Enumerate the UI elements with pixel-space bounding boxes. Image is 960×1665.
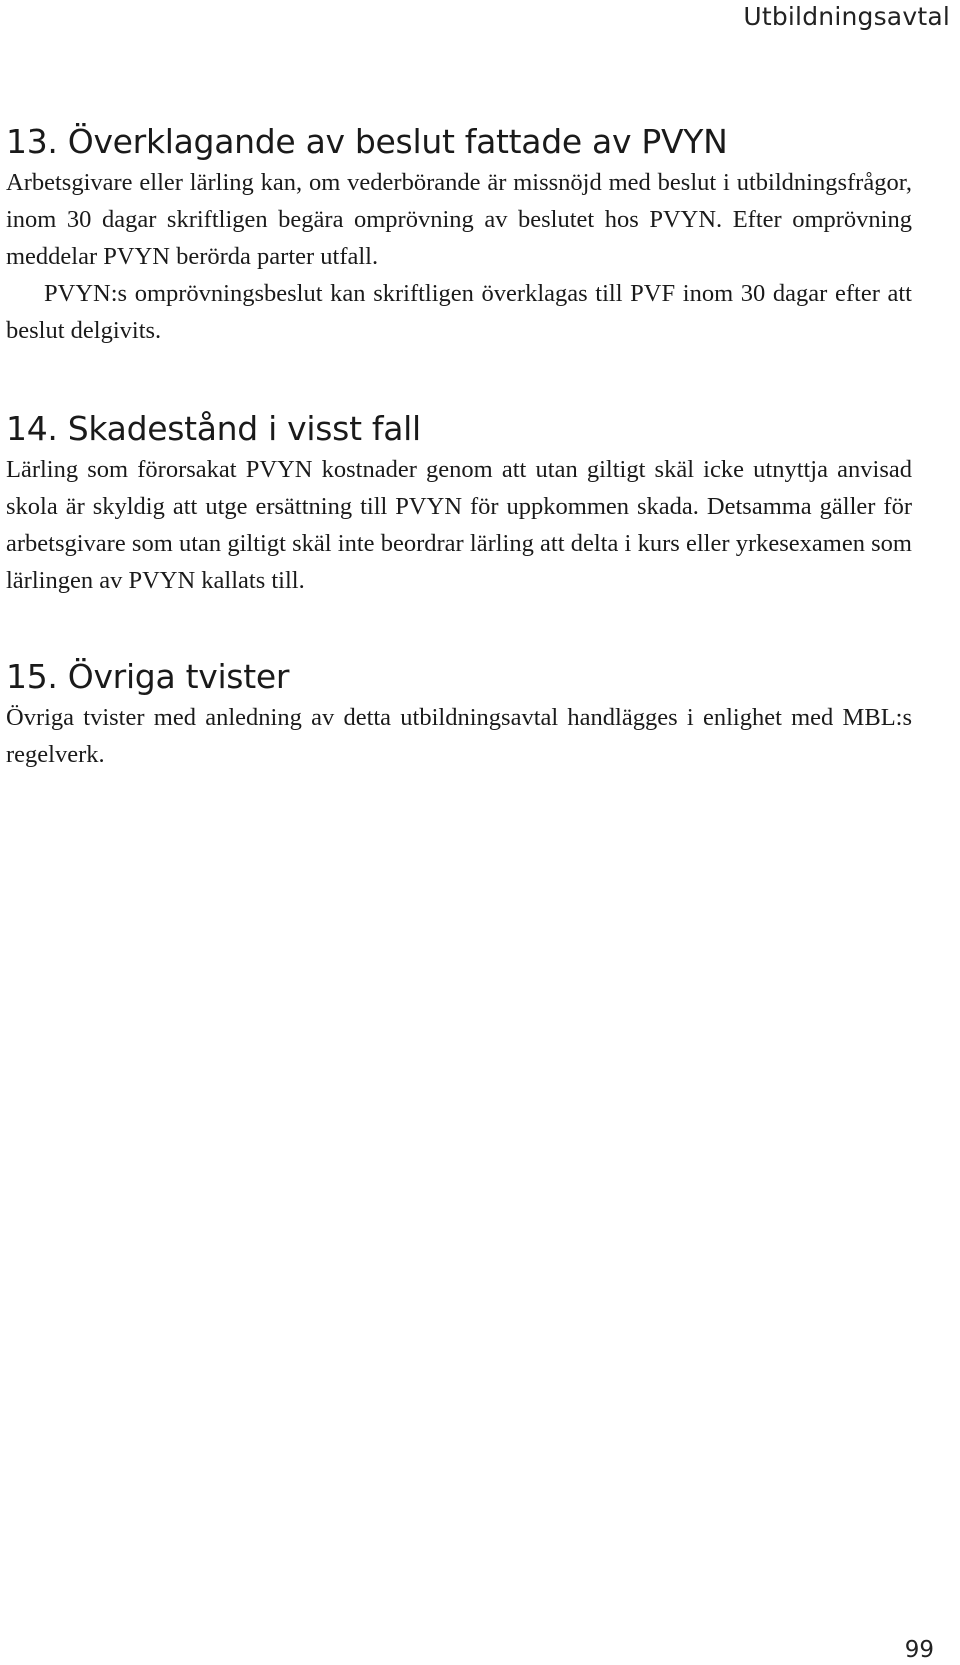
section-13-paragraph-2: PVYN:s omprövningsbeslut kan skriftligen överklagas till PVF inom 30 dagar efter att beslut delgivits. [6, 280, 912, 344]
section-13-heading: 13. Överklagande av beslut fattade av PVYN [6, 122, 728, 161]
document-body [6, 122, 912, 773]
page-number: 99 [904, 1637, 934, 1663]
section-13-paragraph-1: Arbetsgivare eller lärling kan, om vederbörande är missnöjd med beslut i utbildningsfrågor, inom 30 dagar skriftligen begära omprövning av beslutet hos PVYN. Efter omprövning meddelar PVYN berörda parter utfall. [6, 169, 912, 270]
section-14 [6, 409, 912, 599]
section-14-heading: 14. Skadestånd i visst fall [6, 409, 421, 448]
section-15 [6, 657, 912, 773]
running-header: Utbildningsavtal [743, 2, 950, 31]
section-15-heading: 15. Övriga tvister [6, 657, 290, 696]
section-15-paragraph-1: Övriga tvister med anledning av detta utbildningsavtal handlägges i enlighet med MBL:s regelverk. [6, 704, 912, 768]
section-13 [6, 122, 912, 349]
section-14-paragraph-1: Lärling som förorsakat PVYN kostnader genom att utan giltigt skäl icke utnyttja anvisad skola är skyldig att utge ersättning till PVYN för uppkommen skada. Detsamma gäller för arbetsgivare som utan giltigt skäl inte beordrar lärling att delta i kurs eller yrkesexamen som lärlingen av PVYN kallats till. [6, 456, 912, 594]
